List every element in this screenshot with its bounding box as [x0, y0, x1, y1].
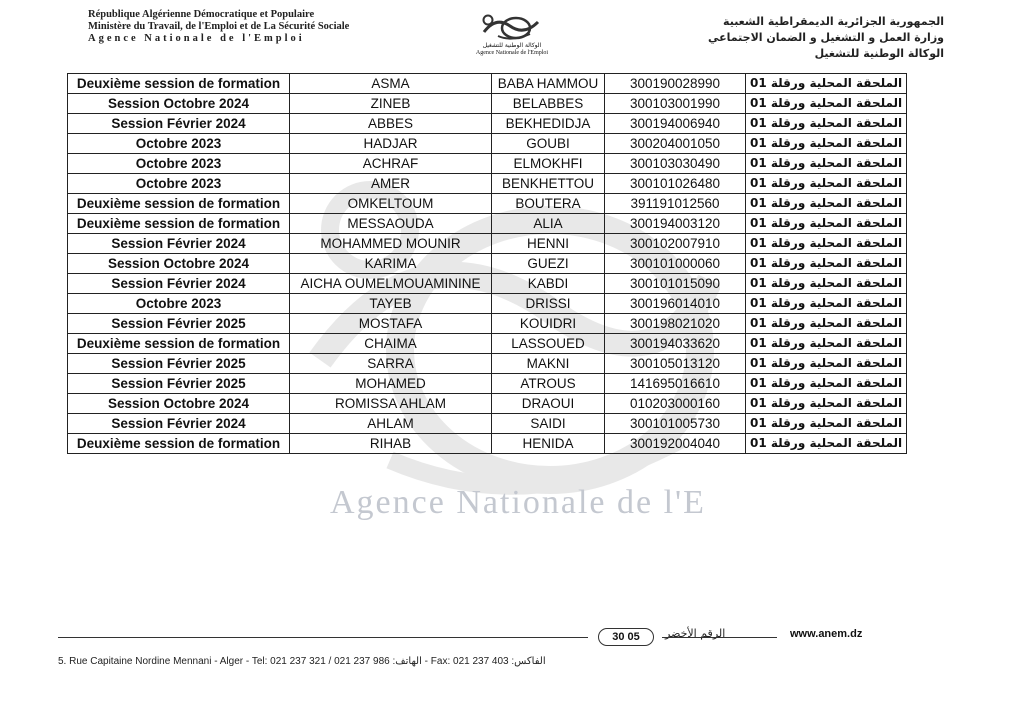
- header-left-block: [88, 9, 349, 45]
- session-cell: Deuxième session de formation: [68, 194, 290, 214]
- location-cell: الملحقة المحلية ورقلة 01: [746, 254, 907, 274]
- location-cell: الملحقة المحلية ورقلة 01: [746, 74, 907, 94]
- id-cell: 300101015090: [605, 274, 746, 294]
- nom-cell: BEKHEDIDJA: [492, 114, 605, 134]
- location-cell: الملحقة المحلية ورقلة 01: [746, 434, 907, 454]
- session-cell: Session Février 2025: [68, 314, 290, 334]
- nom-cell: HENIDA: [492, 434, 605, 454]
- table-row: [68, 354, 907, 374]
- anem-logo: [462, 12, 562, 57]
- nom-cell: HENNI: [492, 234, 605, 254]
- location-cell: الملحقة المحلية ورقلة 01: [746, 174, 907, 194]
- session-cell: Octobre 2023: [68, 294, 290, 314]
- table-row: [68, 174, 907, 194]
- session-cell: Deuxième session de formation: [68, 434, 290, 454]
- prenom-cell: MOHAMMED MOUNIR: [290, 234, 492, 254]
- prenom-cell: ACHRAF: [290, 154, 492, 174]
- table-row: [68, 314, 907, 334]
- id-cell: 300190028990: [605, 74, 746, 94]
- prenom-cell: AMER: [290, 174, 492, 194]
- table-row: [68, 334, 907, 354]
- location-cell: الملحقة المحلية ورقلة 01: [746, 194, 907, 214]
- header-left-line-3: Agence Nationale de l'Emploi: [88, 33, 305, 44]
- nom-cell: DRAOUI: [492, 394, 605, 414]
- header-left-line-2: Ministère du Travail, de l'Emploi et de La Sécurité Sociale: [88, 21, 350, 32]
- location-cell: الملحقة المحلية ورقلة 01: [746, 394, 907, 414]
- id-cell: 300101026480: [605, 174, 746, 194]
- location-cell: الملحقة المحلية ورقلة 01: [746, 154, 907, 174]
- session-cell: Deuxième session de formation: [68, 74, 290, 94]
- id-cell: 300192004040: [605, 434, 746, 454]
- nom-cell: BELABBES: [492, 94, 605, 114]
- prenom-cell: HADJAR: [290, 134, 492, 154]
- table-row: [68, 394, 907, 414]
- prenom-cell: SARRA: [290, 354, 492, 374]
- table-row: [68, 234, 907, 254]
- id-cell: 141695016610: [605, 374, 746, 394]
- nom-cell: ELMOKHFI: [492, 154, 605, 174]
- header-right-line-3: الوكالة الوطنية للتشغيل: [814, 47, 944, 60]
- prenom-cell: KARIMA: [290, 254, 492, 274]
- session-cell: Octobre 2023: [68, 174, 290, 194]
- id-cell: 300103030490: [605, 154, 746, 174]
- location-cell: الملحقة المحلية ورقلة 01: [746, 374, 907, 394]
- table-row: [68, 74, 907, 94]
- location-cell: الملحقة المحلية ورقلة 01: [746, 334, 907, 354]
- footer-divider-right: [662, 637, 777, 638]
- location-cell: الملحقة المحلية ورقلة 01: [746, 414, 907, 434]
- nom-cell: ATROUS: [492, 374, 605, 394]
- id-cell: 300105013120: [605, 354, 746, 374]
- session-cell: Session Octobre 2024: [68, 94, 290, 114]
- location-cell: الملحقة المحلية ورقلة 01: [746, 294, 907, 314]
- footer-address-fr: 5. Rue Capitaine Nordine Mennani - Alger - Tel: 021 237 321 / 021 237 986 :الهاتف - Fax: 021 237 403 :الفاكس: [58, 656, 546, 667]
- participants-table: [67, 73, 907, 454]
- prenom-cell: AICHA OUMELMOUAMININE: [290, 274, 492, 294]
- nom-cell: GOUBI: [492, 134, 605, 154]
- prenom-cell: ZINEB: [290, 94, 492, 114]
- prenom-cell: RIHAB: [290, 434, 492, 454]
- header-right-line-2: وزارة العمل و التشغيل و الضمان الاجتماعي: [708, 31, 944, 44]
- session-cell: Session Octobre 2024: [68, 394, 290, 414]
- prenom-cell: ROMISSA AHLAM: [290, 394, 492, 414]
- id-cell: 010203000160: [605, 394, 746, 414]
- session-cell: Session Février 2024: [68, 414, 290, 434]
- table-row: [68, 374, 907, 394]
- id-cell: 300198021020: [605, 314, 746, 334]
- green-number-label: الرقم الأخضر: [665, 627, 726, 640]
- table-row: [68, 94, 907, 114]
- watermark-text: Agence Nationale de l'E: [330, 484, 706, 521]
- header-right-block: [708, 14, 944, 62]
- location-cell: الملحقة المحلية ورقلة 01: [746, 314, 907, 334]
- table-row: [68, 114, 907, 134]
- table-row: [68, 254, 907, 274]
- prenom-cell: ASMA: [290, 74, 492, 94]
- session-cell: Session Février 2024: [68, 274, 290, 294]
- nom-cell: BABA HAMMOU: [492, 74, 605, 94]
- id-cell: 300194006940: [605, 114, 746, 134]
- nom-cell: DRISSI: [492, 294, 605, 314]
- table-row: [68, 274, 907, 294]
- session-cell: Session Février 2025: [68, 374, 290, 394]
- table-row: [68, 414, 907, 434]
- location-cell: الملحقة المحلية ورقلة 01: [746, 94, 907, 114]
- table-row: [68, 214, 907, 234]
- location-cell: الملحقة المحلية ورقلة 01: [746, 234, 907, 254]
- prenom-cell: AHLAM: [290, 414, 492, 434]
- location-cell: الملحقة المحلية ورقلة 01: [746, 114, 907, 134]
- table-row: [68, 194, 907, 214]
- header-right-line-1: الجمهورية الجزائرية الديمقراطية الشعبية: [723, 15, 944, 28]
- id-cell: 300194003120: [605, 214, 746, 234]
- prenom-cell: ABBES: [290, 114, 492, 134]
- nom-cell: ALIA: [492, 214, 605, 234]
- nom-cell: MAKNI: [492, 354, 605, 374]
- id-cell: 300196014010: [605, 294, 746, 314]
- id-cell: 300103001990: [605, 94, 746, 114]
- table-row: [68, 294, 907, 314]
- id-cell: 300102007910: [605, 234, 746, 254]
- session-cell: Octobre 2023: [68, 134, 290, 154]
- footer-divider-left: [58, 637, 588, 638]
- id-cell: 300204001050: [605, 134, 746, 154]
- table-body: [68, 74, 907, 454]
- session-cell: Session Février 2025: [68, 354, 290, 374]
- nom-cell: KOUIDRI: [492, 314, 605, 334]
- logo-caption-ar: الوكالة الوطنية للتشغيل: [482, 42, 542, 49]
- website-link[interactable]: www.anem.dz: [790, 628, 863, 640]
- location-cell: الملحقة المحلية ورقلة 01: [746, 354, 907, 374]
- id-cell: 300101000060: [605, 254, 746, 274]
- nom-cell: SAIDI: [492, 414, 605, 434]
- nom-cell: BENKHETTOU: [492, 174, 605, 194]
- nom-cell: KABDI: [492, 274, 605, 294]
- logo-caption-fr: Agence Nationale de l'Emploi: [475, 50, 549, 56]
- session-cell: Session Octobre 2024: [68, 254, 290, 274]
- prenom-cell: MESSAOUDA: [290, 214, 492, 234]
- prenom-cell: TAYEB: [290, 294, 492, 314]
- nom-cell: LASSOUED: [492, 334, 605, 354]
- anem-logo-icon: [480, 12, 544, 42]
- table-row: [68, 134, 907, 154]
- session-cell: Octobre 2023: [68, 154, 290, 174]
- table-row: [68, 434, 907, 454]
- prenom-cell: MOSTAFA: [290, 314, 492, 334]
- id-cell: 300101005730: [605, 414, 746, 434]
- id-cell: 391191012560: [605, 194, 746, 214]
- header-left-line-1: République Algérienne Démocratique et Populaire: [88, 9, 315, 20]
- location-cell: الملحقة المحلية ورقلة 01: [746, 214, 907, 234]
- green-number-badge: 30 05: [598, 628, 654, 646]
- nom-cell: BOUTERA: [492, 194, 605, 214]
- prenom-cell: MOHAMED: [290, 374, 492, 394]
- location-cell: الملحقة المحلية ورقلة 01: [746, 134, 907, 154]
- session-cell: Session Février 2024: [68, 114, 290, 134]
- nom-cell: GUEZI: [492, 254, 605, 274]
- id-cell: 300194033620: [605, 334, 746, 354]
- prenom-cell: CHAIMA: [290, 334, 492, 354]
- session-cell: Deuxième session de formation: [68, 214, 290, 234]
- location-cell: الملحقة المحلية ورقلة 01: [746, 274, 907, 294]
- table-row: [68, 154, 907, 174]
- prenom-cell: OMKELTOUM: [290, 194, 492, 214]
- session-cell: Session Février 2024: [68, 234, 290, 254]
- session-cell: Deuxième session de formation: [68, 334, 290, 354]
